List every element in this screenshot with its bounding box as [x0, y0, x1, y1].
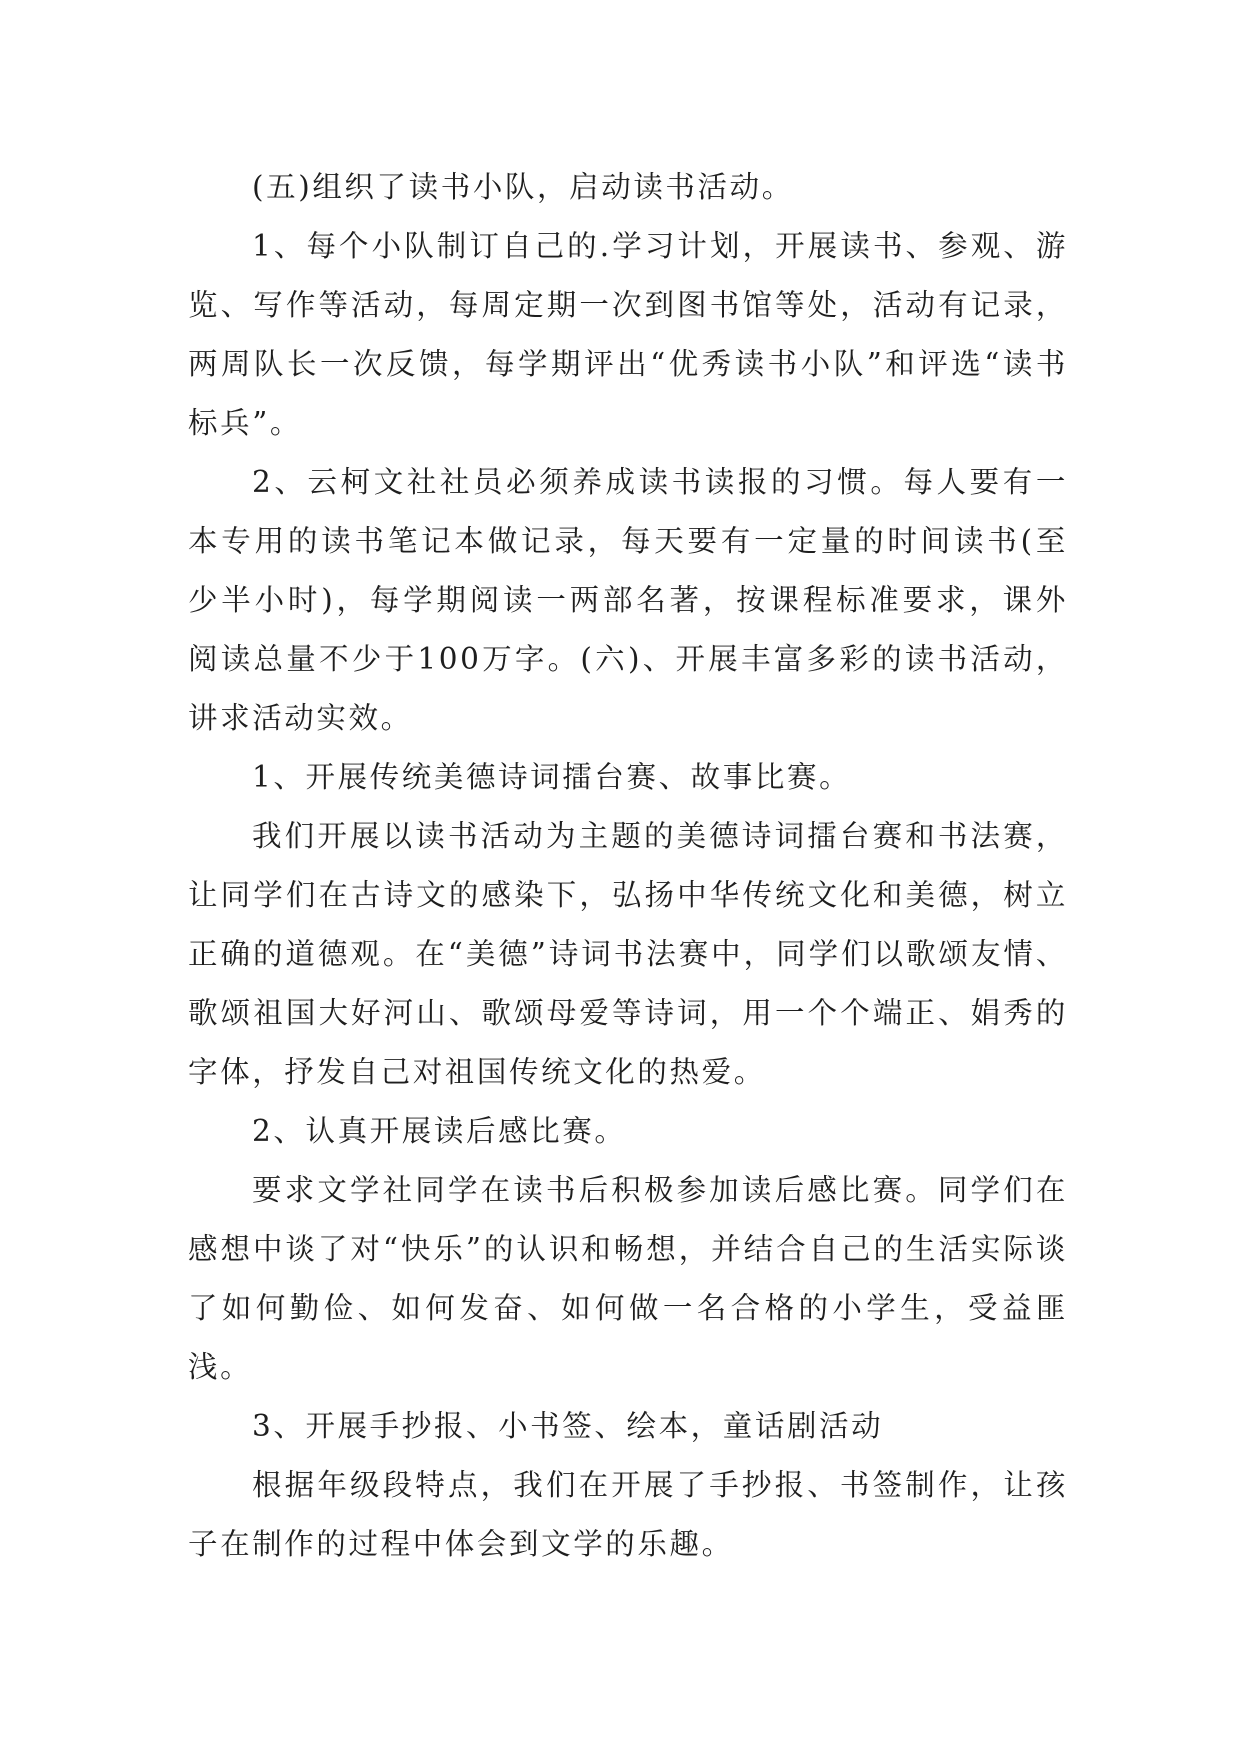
paragraph-section-five-heading: (五)组织了读书小队，启动读书活动。 — [252, 170, 794, 204]
paragraph-item-1-poetry-contest: 1、开展传统美德诗词擂台赛、故事比赛。 — [252, 760, 852, 794]
paragraph-reflection-contest-description: 要求文学社同学在读书后积极参加读后感比赛。同学们在感想中谈了对“快乐”的认识和畅想，并结合自己的生活实际谈了如何勤俭、如何发奋、如何做一名合格的小学生，受益匪浅。 — [188, 1173, 1068, 1384]
paragraph-item-1-study-plan: 1、每个小队制订自己的.学习计划，开展读书、参观、游览、写作等活动，每周定期一次到图书馆等处，活动有记录，两周队长一次反馈，每学期评出“优秀读书小队”和评选“读书标兵”。 — [188, 229, 1068, 440]
paragraph-item-3-handcraft-activities: 3、开展手抄报、小书签、绘本，童话剧活动 — [252, 1409, 884, 1443]
paragraph-poetry-contest-description: 我们开展以读书活动为主题的美德诗词擂台赛和书法赛，让同学们在古诗文的感染下，弘扬中华传统文化和美德，树立正确的道德观。在“美德”诗词书法赛中，同学们以歌颂友情、歌颂祖国大好河山、歌颂母爱等诗词，用一个个端正、娟秀的字体，抒发自己对祖国传统文化的热爱。 — [188, 819, 1068, 1089]
document-body — [188, 158, 1068, 1574]
paragraph-item-2-reading-habits: 2、云柯文社社员必须养成读书读报的习惯。每人要有一本专用的读书笔记本做记录，每天要有一定量的时间读书(至少半小时)，每学期阅读一两部名著，按课程标准要求，课外阅读总量不少于100万字。(六)、开展丰富多彩的读书活动，讲求活动实效。 — [188, 465, 1068, 735]
paragraph-item-2-reflection-contest: 2、认真开展读后感比赛。 — [252, 1114, 627, 1148]
paragraph-handcraft-activities-description: 根据年级段特点，我们在开展了手抄报、书签制作，让孩子在制作的过程中体会到文学的乐趣。 — [188, 1468, 1068, 1561]
